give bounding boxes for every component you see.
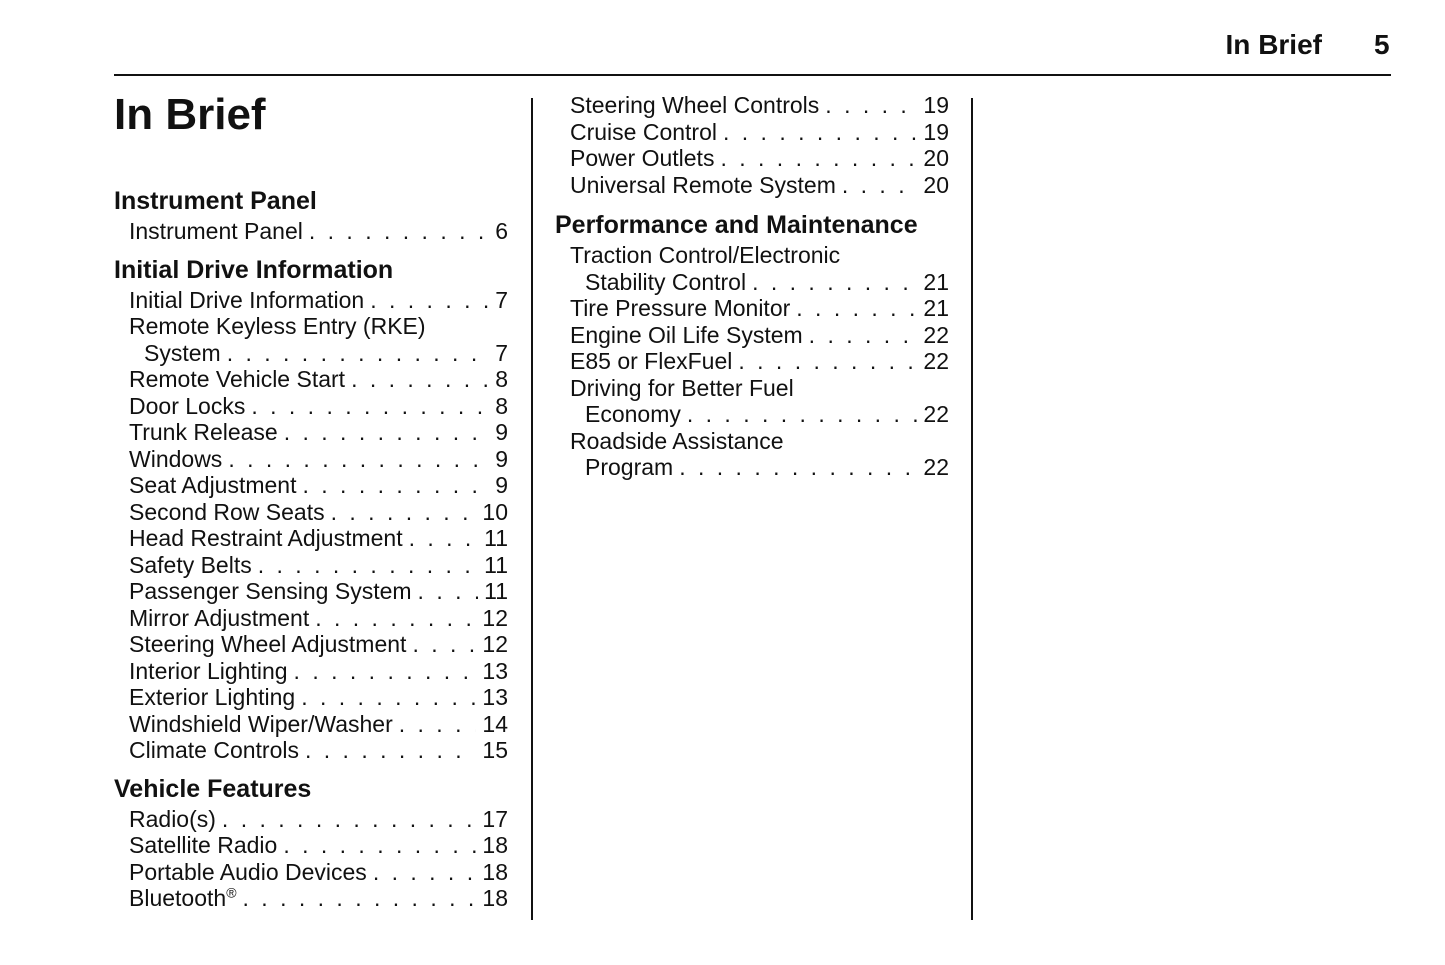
toc-entry-label: Economy	[585, 401, 681, 427]
toc-entry-label: Steering Wheel Adjustment	[129, 631, 407, 657]
toc-entry-label: Steering Wheel Controls	[570, 92, 820, 118]
toc-entry-page: 13	[482, 657, 508, 684]
toc-entry-label: Remote Vehicle Start	[129, 366, 346, 392]
toc-entry-label: Door Locks	[129, 392, 246, 419]
toc-entry-label: Stability Control	[585, 268, 747, 295]
leader-dots	[351, 366, 489, 393]
toc-entry-page: 18	[482, 832, 508, 858]
leader-dots	[294, 658, 477, 685]
toc-entry-page: 22	[923, 454, 949, 480]
toc-entry[interactable]	[129, 737, 508, 764]
toc-entry-page: 7	[495, 339, 508, 366]
toc-entry[interactable]	[129, 605, 508, 632]
leader-dots	[251, 393, 489, 420]
leader-dots	[723, 119, 917, 146]
toc-entry[interactable]	[129, 499, 508, 526]
toc-entry[interactable]	[129, 859, 508, 886]
toc-entry-first-line[interactable]: Roadside Assistance	[570, 427, 784, 454]
toc-entry[interactable]	[129, 340, 508, 367]
leader-dots	[399, 711, 477, 738]
toc-entry[interactable]	[129, 578, 508, 605]
registered-mark: ®	[226, 884, 237, 901]
leader-dots	[842, 172, 918, 199]
toc-entry-page: 19	[923, 92, 949, 118]
leader-dots	[796, 295, 917, 322]
leader-dots	[412, 631, 476, 658]
toc-entry-label: Passenger Sensing System	[129, 578, 412, 604]
toc-entry[interactable]	[570, 145, 949, 172]
toc-entry[interactable]	[129, 366, 508, 393]
toc-entry[interactable]	[129, 552, 508, 579]
toc-entry[interactable]	[129, 525, 508, 552]
toc-entry-label: Head Restraint Adjustment	[129, 525, 403, 551]
leader-dots	[258, 552, 478, 579]
toc-entry[interactable]	[129, 711, 508, 738]
leader-dots	[720, 145, 917, 172]
toc-entry-page: 18	[482, 885, 508, 911]
toc-entry-label: Exterior Lighting	[129, 684, 296, 710]
toc-entry[interactable]	[129, 446, 508, 473]
toc-entry[interactable]	[570, 295, 949, 322]
toc-entry-label: Initial Drive Information	[129, 286, 365, 313]
section-heading-initial-drive: Initial Drive Information	[114, 255, 394, 284]
toc-entry-label: Windshield Wiper/Washer	[129, 710, 393, 737]
toc-entry[interactable]	[129, 806, 508, 833]
toc-entry-page: 11	[484, 525, 508, 551]
toc-entry[interactable]	[129, 419, 508, 446]
toc-entry-label: Seat Adjustment	[129, 472, 297, 498]
toc-entry-page: 10	[482, 498, 508, 525]
toc-entry[interactable]	[129, 393, 508, 420]
toc-entry[interactable]	[129, 658, 508, 685]
toc-entry-page: 9	[495, 445, 508, 472]
toc-entry-label: Satellite Radio	[129, 832, 278, 858]
toc-entry-page: 9	[495, 419, 508, 445]
section-heading-instrument-panel: Instrument Panel	[114, 187, 317, 215]
leader-dots	[305, 737, 476, 764]
toc-entry-first-line[interactable]: Remote Keyless Entry (RKE)	[129, 313, 426, 339]
toc-entry-page: 7	[495, 286, 508, 313]
toc-entry-label: Trunk Release	[129, 419, 278, 445]
leader-dots	[301, 684, 476, 711]
toc-entry-page: 11	[484, 578, 508, 604]
toc-entry-label: Program	[585, 454, 674, 480]
leader-dots	[284, 419, 489, 446]
toc-entry-label: Windows	[129, 445, 223, 472]
toc-entry[interactable]	[570, 172, 949, 199]
leader-dots	[809, 322, 918, 349]
section-heading-vehicle-features: Vehicle Features	[114, 774, 312, 803]
toc-entry[interactable]	[570, 92, 949, 119]
leader-dots	[409, 525, 479, 552]
toc-entry-page: 17	[482, 805, 508, 832]
toc-entry-label: Portable Audio Devices	[129, 858, 367, 885]
toc-entry-page: 13	[482, 684, 508, 710]
toc-entry-page: 22	[923, 348, 949, 374]
toc-entry-label: Universal Remote System	[570, 171, 836, 198]
leader-dots	[227, 340, 490, 367]
toc-entry-label: Safety Belts	[129, 551, 252, 578]
leader-dots	[373, 859, 477, 886]
toc-entry-page: 8	[495, 366, 508, 392]
toc-entry-page: 6	[495, 218, 508, 244]
leader-dots	[315, 605, 476, 632]
toc-entry[interactable]	[570, 269, 949, 296]
header-divider	[114, 74, 1391, 76]
toc-column-1	[114, 184, 508, 912]
section-heading-performance: Performance and Maintenance	[555, 211, 918, 239]
bluetooth-label: Bluetooth	[129, 885, 227, 911]
toc-entry-label: Engine Oil Life System	[570, 321, 803, 348]
toc-entry-page: 9	[495, 472, 508, 498]
toc-entry[interactable]	[129, 684, 508, 711]
toc-entry-label: Tire Pressure Monitor	[570, 295, 791, 321]
leader-dots	[679, 454, 917, 481]
toc-entry-label: Interior Lighting	[129, 657, 288, 684]
leader-dots	[243, 885, 477, 912]
leader-dots	[331, 499, 477, 526]
page-title: In Brief	[114, 90, 266, 139]
leader-dots	[222, 806, 476, 833]
running-header-title: In Brief	[1225, 29, 1322, 60]
leader-dots	[752, 269, 917, 296]
toc-entry-page: 18	[482, 858, 508, 885]
toc-entry-page: 11	[484, 551, 508, 578]
toc-entry-page: 8	[495, 392, 508, 419]
toc-entry[interactable]	[570, 401, 949, 428]
toc-entry[interactable]	[129, 287, 508, 314]
toc-entry-label: Power Outlets	[570, 145, 715, 171]
leader-dots	[370, 287, 489, 314]
toc-entry-page: 20	[923, 171, 949, 198]
leader-dots	[228, 446, 489, 473]
toc-entry-label: System	[144, 339, 221, 366]
toc-entry[interactable]	[570, 454, 949, 481]
toc-entry[interactable]	[129, 472, 508, 499]
toc-entry-label	[129, 885, 237, 912]
toc-entry[interactable]	[129, 631, 508, 658]
leader-dots	[418, 578, 479, 605]
toc-entry-label: Instrument Panel	[129, 218, 303, 244]
toc-entry-page: 22	[923, 401, 949, 427]
toc-entry-page: 14	[482, 710, 508, 737]
toc-entry[interactable]	[570, 348, 949, 375]
leader-dots	[283, 832, 476, 859]
toc-entry-page: 22	[923, 321, 949, 348]
column-divider-2	[971, 98, 973, 920]
leader-dots	[738, 348, 917, 375]
toc-entry[interactable]	[129, 885, 508, 912]
toc-column-2	[555, 92, 949, 481]
toc-entry-first-line[interactable]: Traction Control/Electronic	[570, 242, 841, 268]
toc-entry-label: E85 or FlexFuel	[570, 348, 733, 374]
toc-entry[interactable]	[570, 322, 949, 349]
leader-dots	[825, 92, 917, 119]
toc-entry[interactable]	[570, 119, 949, 146]
toc-entry-page: 21	[923, 295, 949, 321]
toc-entry-label: Cruise Control	[570, 118, 717, 145]
toc-entry-page: 20	[923, 145, 949, 171]
toc-entry-label: Climate Controls	[129, 737, 299, 763]
toc-entry-page: 12	[482, 631, 508, 657]
toc-entry-label: Second Row Seats	[129, 498, 325, 525]
page-number: 5	[1374, 29, 1390, 60]
leader-dots	[303, 472, 490, 499]
toc-entry-label: Radio(s)	[129, 805, 216, 832]
toc-entry[interactable]	[129, 218, 508, 245]
toc-entry-label: Mirror Adjustment	[129, 604, 310, 631]
column-divider-1	[531, 98, 533, 920]
leader-dots	[309, 218, 489, 245]
toc-entry-first-line[interactable]: Driving for Better Fuel	[570, 374, 794, 401]
toc-entry-page: 21	[923, 268, 949, 295]
toc-entry-page: 15	[482, 737, 508, 763]
leader-dots	[687, 401, 918, 428]
toc-entry[interactable]	[129, 832, 508, 859]
toc-entry-page: 12	[482, 604, 508, 631]
toc-entry-page: 19	[923, 118, 949, 145]
